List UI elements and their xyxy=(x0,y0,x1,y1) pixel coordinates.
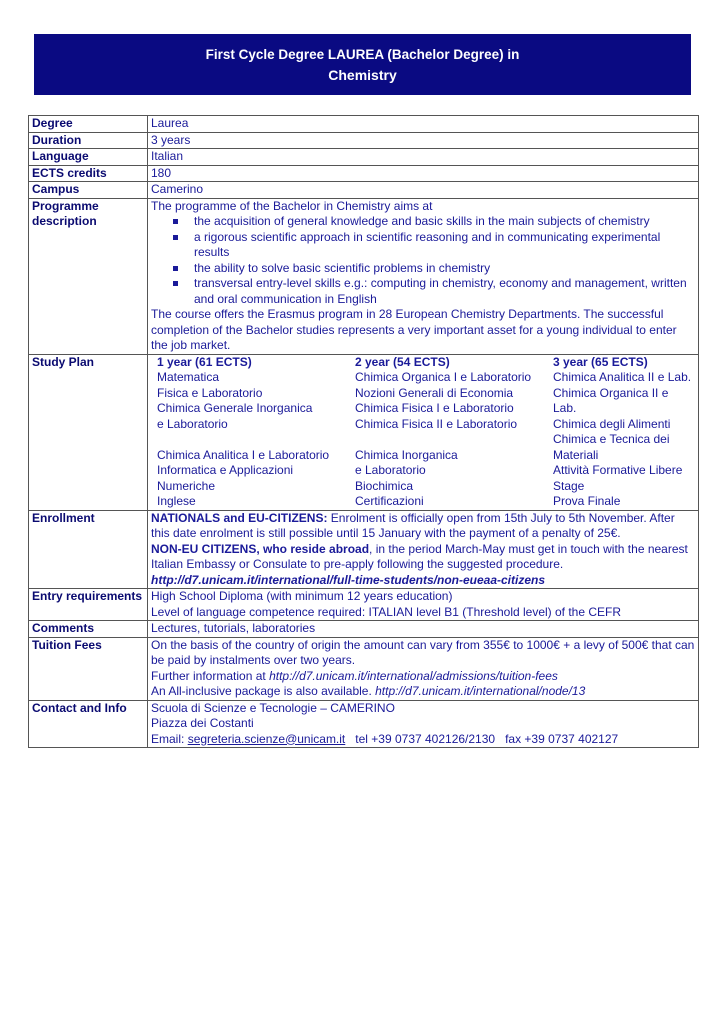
contact-label: Contact and Info xyxy=(29,700,148,748)
programme-intro: The programme of the Bachelor in Chemistry aims at xyxy=(151,198,433,213)
all-inclusive-info xyxy=(151,684,695,700)
language-label: Language xyxy=(29,149,148,166)
list-item: a rigorous scientific approach in scientific reasoning and in communicating experimental results xyxy=(194,230,695,261)
spacer xyxy=(157,432,355,448)
course: Informatica e Applicazioni xyxy=(157,463,294,477)
contact-line-2: Piazza dei Costanti xyxy=(151,716,254,730)
course: Chimica Analitica II e Lab. xyxy=(553,370,692,384)
phone-fax: tel +39 0737 402126/2130 fax +39 0737 402127 xyxy=(345,731,619,746)
course: Biochimica xyxy=(355,478,414,493)
course: Chimica degli Alimenti xyxy=(553,416,671,431)
row-degree xyxy=(29,116,699,133)
programme-outro: The course offers the Erasmus program in 28 European Chemistry Departments. The successful completion of the Bachelor studies represents a very important asset for a young individual to enter the job market. xyxy=(151,307,677,352)
ects-label: ECTS credits xyxy=(29,165,148,182)
course: Chimica Analitica I e Laboratorio xyxy=(157,447,330,462)
course: Materiali xyxy=(553,447,599,462)
entry-line-1: High School Diploma (with minimum 12 years education) xyxy=(151,589,453,603)
study-plan-value xyxy=(148,354,699,510)
row-duration xyxy=(29,132,699,149)
duration-label: Duration xyxy=(29,132,148,149)
row-programme xyxy=(29,198,699,354)
comments-value: Lectures, tutorials, laboratories xyxy=(148,621,699,638)
enrollment-value xyxy=(148,510,699,589)
campus-value: Camerino xyxy=(148,182,699,199)
row-study-plan xyxy=(29,354,699,510)
course: Nozioni Generali di Economia xyxy=(355,385,514,400)
email-link[interactable]: segreteria.scienze@unicam.it xyxy=(187,731,346,746)
title-banner xyxy=(34,34,691,95)
row-language xyxy=(29,149,699,166)
course: Chimica e Tecnica dei xyxy=(553,432,670,446)
nationals-paragraph xyxy=(151,511,695,542)
tuition-label: Tuition Fees xyxy=(29,637,148,700)
row-ects xyxy=(29,165,699,182)
course: Chimica Inorganica xyxy=(355,447,458,462)
language-value: Italian xyxy=(148,149,699,166)
course: Numeriche xyxy=(157,478,216,493)
non-eu-link[interactable]: http://d7.unicam.it/international/full-time-students/non-eueaa-citizens xyxy=(151,572,546,587)
row-enrollment xyxy=(29,510,699,589)
programme-label-line-1: Programme xyxy=(32,198,99,213)
duration-value: 3 years xyxy=(148,132,699,149)
degree-value: Laurea xyxy=(148,116,699,133)
nationals-heading: NATIONALS and EU-CITIZENS: xyxy=(151,510,328,525)
course: e Laboratorio xyxy=(157,416,228,431)
entry-line-2: Level of language competence required: ITALIAN level B1 (Threshold level) of the CEFR xyxy=(151,604,622,619)
year-1-column xyxy=(157,355,355,510)
course: Chimica Fisica II e Laboratorio xyxy=(355,416,518,431)
course: Matematica xyxy=(157,370,220,384)
title-line-2: Chemistry xyxy=(328,66,397,83)
course: e Laboratorio xyxy=(355,463,426,477)
row-entry-requirements xyxy=(29,589,699,621)
course: Chimica Organica II e Lab. xyxy=(553,385,669,415)
course: Certificazioni xyxy=(355,494,424,508)
course: Attività Formative Libere xyxy=(553,463,683,477)
tuition-value xyxy=(148,637,699,700)
year-2-heading: 2 year (54 ECTS) xyxy=(355,354,450,369)
row-contact xyxy=(29,700,699,748)
campus-label: Campus xyxy=(29,182,148,199)
enrollment-label: Enrollment xyxy=(29,510,148,589)
non-eu-heading: NON-EU CITIZENS, who reside abroad xyxy=(151,541,370,556)
year-1-heading: 1 year (61 ECTS) xyxy=(157,354,252,369)
programme-label-line-2: description xyxy=(32,214,97,228)
all-inclusive-text: An All-inclusive package is also available. xyxy=(151,684,376,698)
degree-label: Degree xyxy=(29,116,148,133)
tuition-text: On the basis of the country of origin the amount can vary from 355€ to 1000€ + a levy of 500€ that can be paid by instalments over two years. xyxy=(151,637,695,667)
year-3-heading: 3 year (65 ECTS) xyxy=(553,354,648,369)
course: Chimica Generale Inorganica xyxy=(157,401,313,415)
programme-label xyxy=(29,198,148,354)
course: Prova Finale xyxy=(553,494,621,508)
nationals-text: Enrolment is officially open from 15th July to 5th November. After this date enrolment is still possible until 15 January with the payment of a penalty of 25€. xyxy=(151,510,675,540)
contact-line-1: Scuola di Scienze e Tecnologie – CAMERINO xyxy=(151,700,395,715)
course: Fisica e Laboratorio xyxy=(157,385,263,400)
study-plan-label: Study Plan xyxy=(29,354,148,510)
all-inclusive-link[interactable]: http://d7.unicam.it/international/node/13 xyxy=(375,684,586,698)
email-label: Email: xyxy=(151,731,188,746)
comments-label: Comments xyxy=(29,621,148,638)
non-eu-paragraph xyxy=(151,542,695,573)
programme-aims-list xyxy=(151,214,695,307)
degree-info-table xyxy=(28,115,699,748)
non-eu-text: , in the period March-May must get in touch with the nearest Italian Embassy or Consulate to pre-apply following the suggested procedure. xyxy=(151,541,688,571)
study-plan-grid xyxy=(151,355,695,510)
list-item: the acquisition of general knowledge and basic skills in the main subjects of chemistry xyxy=(194,214,695,230)
tuition-fees-link[interactable]: http://d7.unicam.it/international/admissions/tuition-fees xyxy=(269,668,558,683)
title-line-1: First Cycle Degree LAUREA (Bachelor Degree) in xyxy=(205,46,520,62)
row-comments xyxy=(29,621,699,638)
row-tuition xyxy=(29,637,699,700)
course: Inglese xyxy=(157,494,196,508)
tuition-further-info xyxy=(151,669,695,685)
programme-value xyxy=(148,198,699,354)
entry-label: Entry requirements xyxy=(29,589,148,621)
course: Stage xyxy=(553,478,585,493)
contact-value xyxy=(148,700,699,748)
row-campus xyxy=(29,182,699,199)
year-2-column xyxy=(355,355,553,510)
entry-value xyxy=(148,589,699,621)
spacer xyxy=(355,432,553,448)
further-info-text: Further information at xyxy=(151,668,270,683)
course: Chimica Fisica I e Laboratorio xyxy=(355,401,514,415)
year-3-column xyxy=(553,355,693,510)
list-item: transversal entry-level skills e.g.: computing in chemistry, economy and management, written and oral communication in English xyxy=(194,276,695,307)
course: Chimica Organica I e Laboratorio xyxy=(355,370,532,384)
contact-line-3 xyxy=(151,732,695,748)
ects-value: 180 xyxy=(148,165,699,182)
list-item: the ability to solve basic scientific problems in chemistry xyxy=(194,261,695,277)
